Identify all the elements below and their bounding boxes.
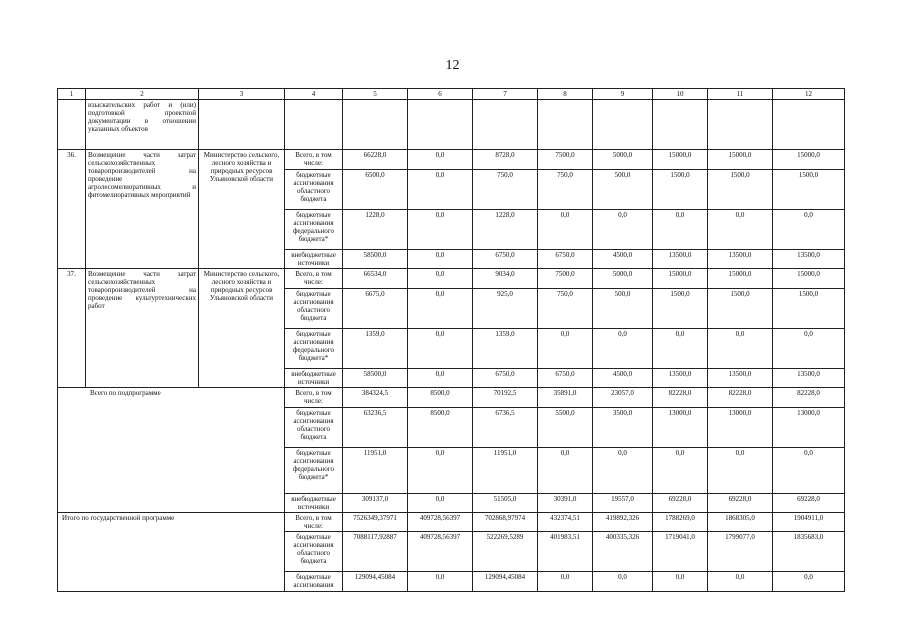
value-cell: 384324,5 (343, 388, 408, 408)
value-cell: 7500,0 (538, 269, 593, 289)
total-name: Итого по государственной программе (58, 513, 285, 592)
funding-label: бюджетные ассигнования областного бюджета (285, 408, 343, 448)
value-cell: 13000,0 (773, 408, 845, 448)
value-cell: 1500,0 (653, 289, 708, 329)
row-number-cell (58, 100, 86, 150)
value-cell: 0,0 (408, 269, 473, 289)
value-cell: 7088117,92887 (343, 532, 408, 572)
empty-cell (773, 100, 845, 150)
value-cell: 82228,0 (653, 388, 708, 408)
empty-cell (708, 100, 773, 150)
value-cell: 13500,0 (653, 250, 708, 269)
continuation-row (58, 100, 845, 150)
value-cell: 0,0 (773, 329, 845, 369)
page-number: 12 (445, 58, 460, 73)
value-cell: 3500,0 (593, 408, 653, 448)
header-cell: 6 (408, 89, 473, 100)
value-cell: 35891,0 (538, 388, 593, 408)
value-cell: 0,0 (708, 448, 773, 494)
value-cell: 5500,0 (538, 408, 593, 448)
value-cell: 13000,0 (708, 408, 773, 448)
value-cell: 0,0 (538, 329, 593, 369)
funding-label: Всего, в том числе: (285, 269, 343, 289)
funding-label: внебюджетные источники (285, 369, 343, 388)
funding-label: бюджетные ассигнования (285, 572, 343, 592)
value-cell: 0,0 (538, 448, 593, 494)
value-cell: 11951,0 (343, 448, 408, 494)
value-cell: 23057,0 (593, 388, 653, 408)
value-cell: 6750,0 (538, 250, 593, 269)
value-cell: 58500,0 (343, 369, 408, 388)
value-cell: 432374,51 (538, 513, 593, 532)
value-cell: 66228,0 (343, 150, 408, 170)
header-cell: 11 (708, 89, 773, 100)
value-cell: 4500,0 (593, 369, 653, 388)
funding-label: Всего, в том числе: (285, 150, 343, 170)
value-cell: 13500,0 (708, 250, 773, 269)
value-cell: 19557,0 (593, 494, 653, 513)
value-cell: 1835683,0 (773, 532, 845, 572)
value-cell: 82228,0 (708, 388, 773, 408)
value-cell: 0,0 (773, 448, 845, 494)
header-cell: 5 (343, 89, 408, 100)
value-cell: 8500,0 (408, 388, 473, 408)
value-cell: 15000,0 (653, 150, 708, 170)
value-cell: 500,0 (593, 289, 653, 329)
value-cell: 0,0 (408, 210, 473, 250)
item-executor: Министерство сельского, лесного хозяйства и природных ресурсов Ульяновской области (199, 150, 285, 269)
value-cell: 0,0 (653, 572, 708, 592)
value-cell: 419892,326 (593, 513, 653, 532)
value-cell: 750,0 (538, 289, 593, 329)
value-cell: 129094,45084 (343, 572, 408, 592)
value-cell: 0,0 (593, 210, 653, 250)
value-cell: 69228,0 (653, 494, 708, 513)
value-cell: 400335,326 (593, 532, 653, 572)
value-cell: 1500,0 (708, 289, 773, 329)
value-cell: 13000,0 (653, 408, 708, 448)
value-cell: 6750,0 (473, 369, 538, 388)
value-cell: 1799077,0 (708, 532, 773, 572)
header-row (58, 89, 845, 100)
value-cell: 7526349,37971 (343, 513, 408, 532)
item-name: Возмещение части затрат сельскохозяйственных товаропроизводителей на проведение агролесомелиоративных и фитомелиоративных мероприятий (86, 150, 199, 269)
value-cell: 70192,5 (473, 388, 538, 408)
value-cell: 69228,0 (773, 494, 845, 513)
item-number: 37. (58, 269, 86, 388)
value-cell: 0,0 (593, 329, 653, 369)
empty-cell (538, 100, 593, 150)
item-number: 36. (58, 150, 86, 269)
value-cell: 401983,51 (538, 532, 593, 572)
table-row (58, 150, 845, 170)
header-cell: 7 (473, 89, 538, 100)
header-cell: 12 (773, 89, 845, 100)
value-cell: 0,0 (408, 572, 473, 592)
budget-table (57, 88, 845, 592)
value-cell: 0,0 (708, 572, 773, 592)
funding-label: внебюджетные источники (285, 494, 343, 513)
value-cell: 0,0 (408, 329, 473, 369)
value-cell: 500,0 (593, 170, 653, 210)
value-cell: 0,0 (538, 210, 593, 250)
empty-cell (199, 100, 285, 150)
funding-label: внебюджетные источники (285, 250, 343, 269)
value-cell: 6750,0 (538, 369, 593, 388)
value-cell: 1868305,0 (708, 513, 773, 532)
funding-label: бюджетные ассигнования федерального бюджета* (285, 448, 343, 494)
value-cell: 30391,0 (538, 494, 593, 513)
value-cell: 750,0 (473, 170, 538, 210)
value-cell: 6500,0 (343, 170, 408, 210)
value-cell: 13500,0 (773, 369, 845, 388)
value-cell: 1788269,0 (653, 513, 708, 532)
value-cell: 1500,0 (773, 289, 845, 329)
value-cell: 1719041,0 (653, 532, 708, 572)
value-cell: 1500,0 (708, 170, 773, 210)
value-cell: 69228,0 (708, 494, 773, 513)
table-row (58, 388, 845, 408)
value-cell: 0,0 (408, 150, 473, 170)
value-cell: 9034,0 (473, 269, 538, 289)
table-row (58, 269, 845, 289)
value-cell: 6675,0 (343, 289, 408, 329)
value-cell: 0,0 (538, 572, 593, 592)
value-cell: 15000,0 (773, 269, 845, 289)
value-cell: 129094,45084 (473, 572, 538, 592)
funding-label: Всего, в том числе: (285, 388, 343, 408)
value-cell: 5000,0 (593, 269, 653, 289)
value-cell: 0,0 (773, 572, 845, 592)
value-cell: 409728,56397 (408, 513, 473, 532)
header-cell: 1 (58, 89, 86, 100)
value-cell: 1228,0 (473, 210, 538, 250)
value-cell: 0,0 (653, 448, 708, 494)
value-cell: 82228,0 (773, 388, 845, 408)
funding-label: бюджетные ассигнования федерального бюджета* (285, 210, 343, 250)
value-cell: 0,0 (408, 369, 473, 388)
value-cell: 15000,0 (708, 150, 773, 170)
header-cell: 9 (593, 89, 653, 100)
total-name: Всего по подпрограмме (58, 388, 285, 513)
value-cell: 6736,5 (473, 408, 538, 448)
value-cell: 51505,0 (473, 494, 538, 513)
value-cell: 702868,97974 (473, 513, 538, 532)
value-cell: 4500,0 (593, 250, 653, 269)
funding-label: бюджетные ассигнования областного бюджета (285, 170, 343, 210)
value-cell: 5000,0 (593, 150, 653, 170)
value-cell: 7500,0 (538, 150, 593, 170)
funding-label: Всего, в том числе: (285, 513, 343, 532)
value-cell: 1228,0 (343, 210, 408, 250)
item-name: Возмещение части затрат сельскохозяйственных товаропроизводителей на проведение культуртехнических работ (86, 269, 199, 388)
value-cell: 750,0 (538, 170, 593, 210)
value-cell: 1904911,0 (773, 513, 845, 532)
value-cell: 0,0 (708, 329, 773, 369)
value-cell: 0,0 (408, 250, 473, 269)
item-executor: Министерство сельского, лесного хозяйства и природных ресурсов Ульяновской области (199, 269, 285, 388)
value-cell: 1359,0 (473, 329, 538, 369)
value-cell: 58500,0 (343, 250, 408, 269)
value-cell: 0,0 (408, 289, 473, 329)
value-cell: 1500,0 (653, 170, 708, 210)
value-cell: 6750,0 (473, 250, 538, 269)
value-cell: 309137,0 (343, 494, 408, 513)
header-cell: 3 (199, 89, 285, 100)
value-cell: 15000,0 (708, 269, 773, 289)
funding-label: бюджетные ассигнования областного бюджета (285, 289, 343, 329)
value-cell: 8500,0 (408, 408, 473, 448)
value-cell: 15000,0 (653, 269, 708, 289)
empty-cell (473, 100, 538, 150)
funding-label: бюджетные ассигнования федерального бюджета* (285, 329, 343, 369)
value-cell: 66534,0 (343, 269, 408, 289)
table-row (58, 513, 845, 532)
empty-cell (343, 100, 408, 150)
value-cell: 0,0 (593, 448, 653, 494)
value-cell: 1359,0 (343, 329, 408, 369)
value-cell: 0,0 (653, 210, 708, 250)
value-cell: 15000,0 (773, 150, 845, 170)
value-cell: 0,0 (708, 210, 773, 250)
continuation-text: изыскательских работ и (или) подготовкой проектной документации в отношении указанных объектов (86, 100, 199, 150)
header-cell: 4 (285, 89, 343, 100)
value-cell: 13500,0 (708, 369, 773, 388)
empty-cell (285, 100, 343, 150)
value-cell: 0,0 (408, 494, 473, 513)
value-cell: 409728,56397 (408, 532, 473, 572)
value-cell: 0,0 (593, 572, 653, 592)
value-cell: 13500,0 (773, 250, 845, 269)
header-cell: 10 (653, 89, 708, 100)
empty-cell (593, 100, 653, 150)
value-cell: 0,0 (653, 329, 708, 369)
value-cell: 925,0 (473, 289, 538, 329)
value-cell: 1500,0 (773, 170, 845, 210)
value-cell: 63236,5 (343, 408, 408, 448)
header-cell: 2 (86, 89, 199, 100)
empty-cell (408, 100, 473, 150)
header-cell: 8 (538, 89, 593, 100)
value-cell: 8728,0 (473, 150, 538, 170)
value-cell: 522269,5289 (473, 532, 538, 572)
value-cell: 0,0 (408, 448, 473, 494)
value-cell: 11951,0 (473, 448, 538, 494)
value-cell: 13500,0 (653, 369, 708, 388)
funding-label: бюджетные ассигнования областного бюджета (285, 532, 343, 572)
value-cell: 0,0 (773, 210, 845, 250)
value-cell: 0,0 (408, 170, 473, 210)
empty-cell (653, 100, 708, 150)
